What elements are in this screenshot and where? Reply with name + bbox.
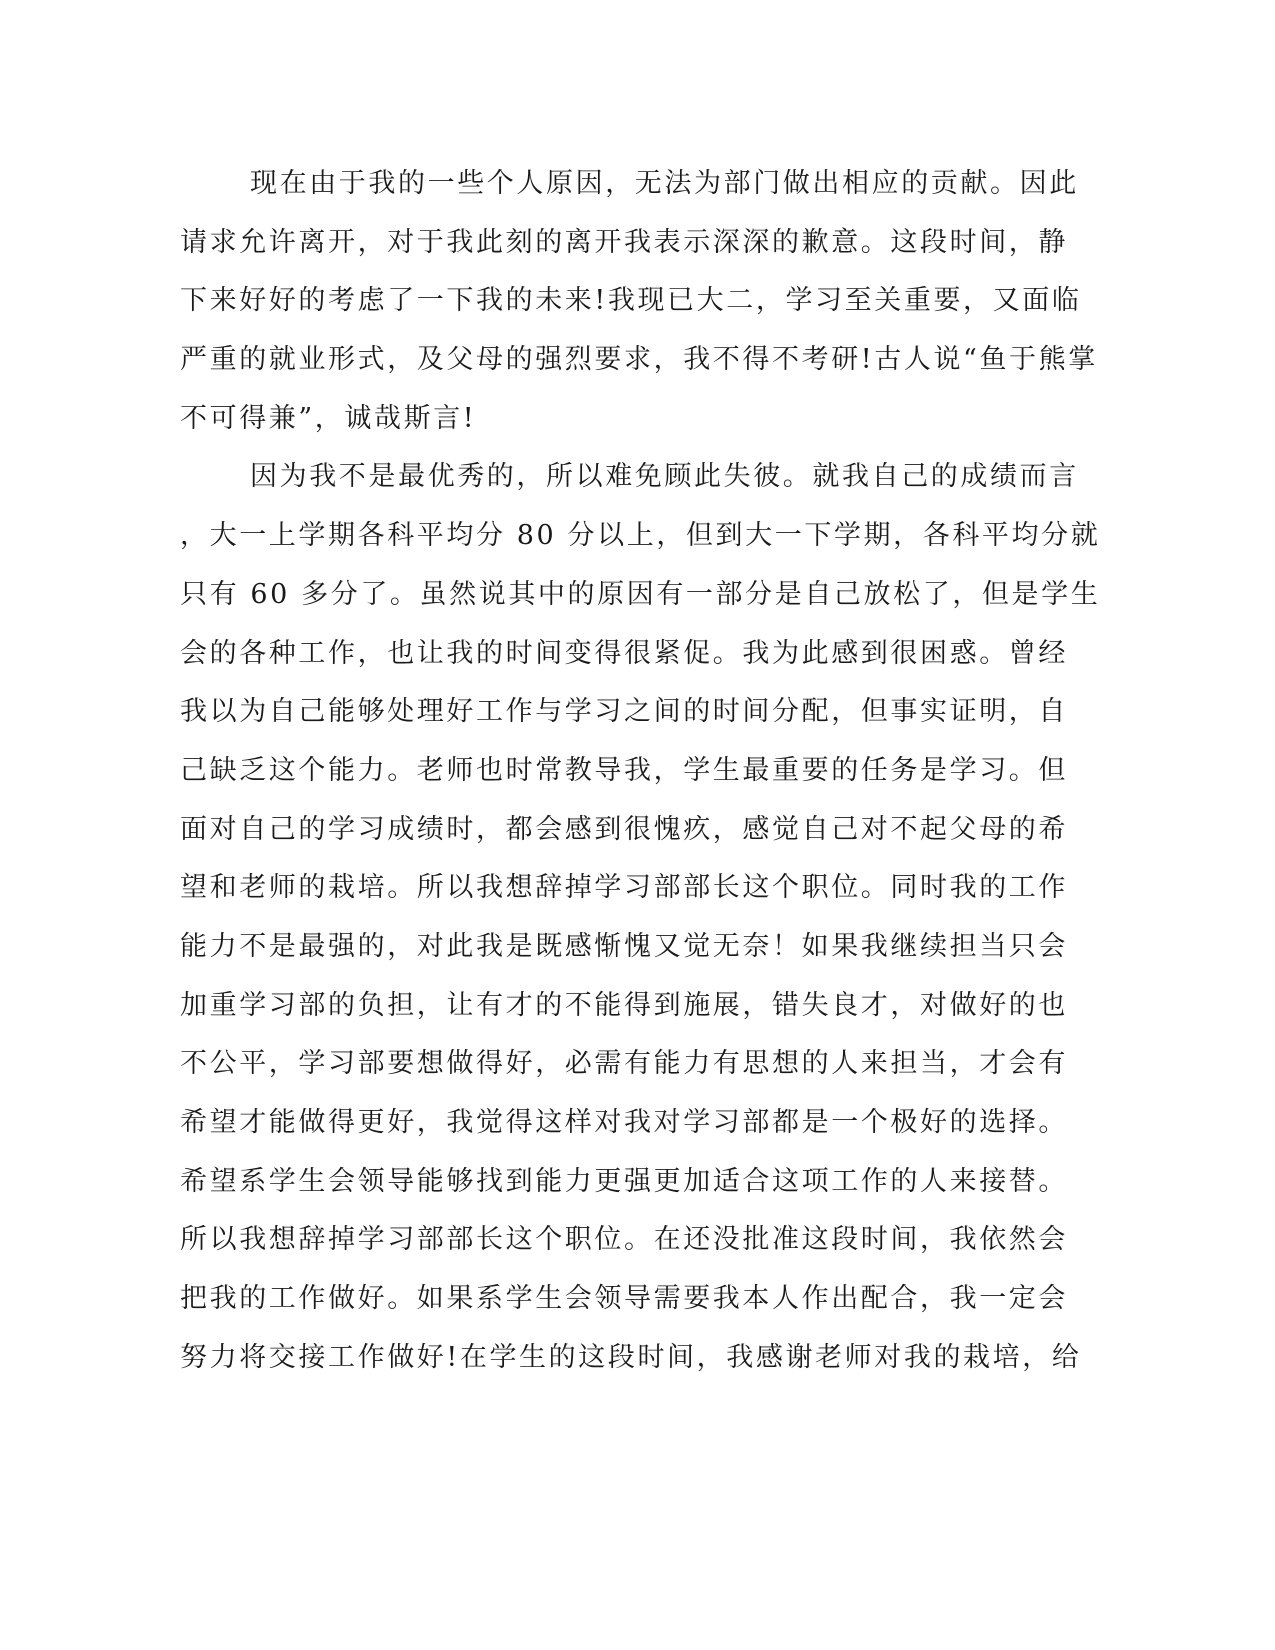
text-line: 己缺乏这个能力。老师也时常教导我，学生最重要的任务是学习。但	[180, 754, 1068, 786]
text-line: 严重的就业形式，及父母的强烈要求，我不得不考研!古人说“鱼于熊掌	[180, 344, 1098, 376]
text-line: 会的各种工作，也让我的时间变得很紧促。我为此感到很困惑。曾经	[180, 637, 1068, 669]
text-line: 下来好好的考虑了一下我的未来!我现已大二，学习至关重要，又面临	[180, 285, 1082, 317]
text-line: 因为我不是最优秀的，所以难免顾此失彼。就我自己的成绩而言	[250, 461, 1079, 493]
text-line: 请求允许离开，对于我此刻的离开我表示深深的歉意。这段时间，静	[180, 226, 1068, 258]
text-line: 我以为自己能够处理好工作与学习之间的时间分配，但事实证明，自	[180, 696, 1068, 728]
text-line: 希望系学生会领导能够找到能力更强更加适合这项工作的人来接替。	[180, 1165, 1068, 1197]
text-line: 努力将交接工作做好!在学生的这段时间，我感谢老师对我的栽培，给	[180, 1341, 1082, 1373]
text-line: 只有 60 多分了。虽然说其中的原因有一部分是自己放松了，但是学生	[180, 578, 1101, 610]
text-line: 加重学习部的负担，让有才的不能得到施展，错失良才，对做好的也	[180, 989, 1068, 1021]
text-line: 把我的工作做好。如果系学生会领导需要我本人作出配合，我一定会	[180, 1283, 1068, 1315]
text-line: ，大一上学期各科平均分 80 分以上，但到大一下学期，各科平均分就	[180, 520, 1101, 552]
body-text	[180, 155, 1101, 1387]
text-line: 不可得兼”，诚哉斯言!	[180, 402, 477, 434]
text-line: 所以我想辞掉学习部部长这个职位。在还没批准这段时间，我依然会	[180, 1224, 1068, 1256]
text-line: 希望才能做得更好，我觉得这样对我对学习部都是一个极好的选择。	[180, 1107, 1068, 1138]
text-line: 不公平，学习部要想做得好，必需有能力有思想的人来担当，才会有	[180, 1048, 1068, 1080]
text-line: 能力不是最强的，对此我是既感惭愧又觉无奈！如果我继续担当只会	[180, 930, 1068, 962]
paragraph-2	[180, 448, 1101, 1387]
text-line: 望和老师的栽培。所以我想辞掉学习部部长这个职位。同时我的工作	[180, 872, 1068, 904]
text-line: 现在由于我的一些个人原因，无法为部门做出相应的贡献。因此	[250, 168, 1079, 199]
text-line: 面对自己的学习成绩时，都会感到很愧疚，感觉自己对不起父母的希	[180, 813, 1068, 845]
paragraph-1	[180, 155, 1098, 448]
